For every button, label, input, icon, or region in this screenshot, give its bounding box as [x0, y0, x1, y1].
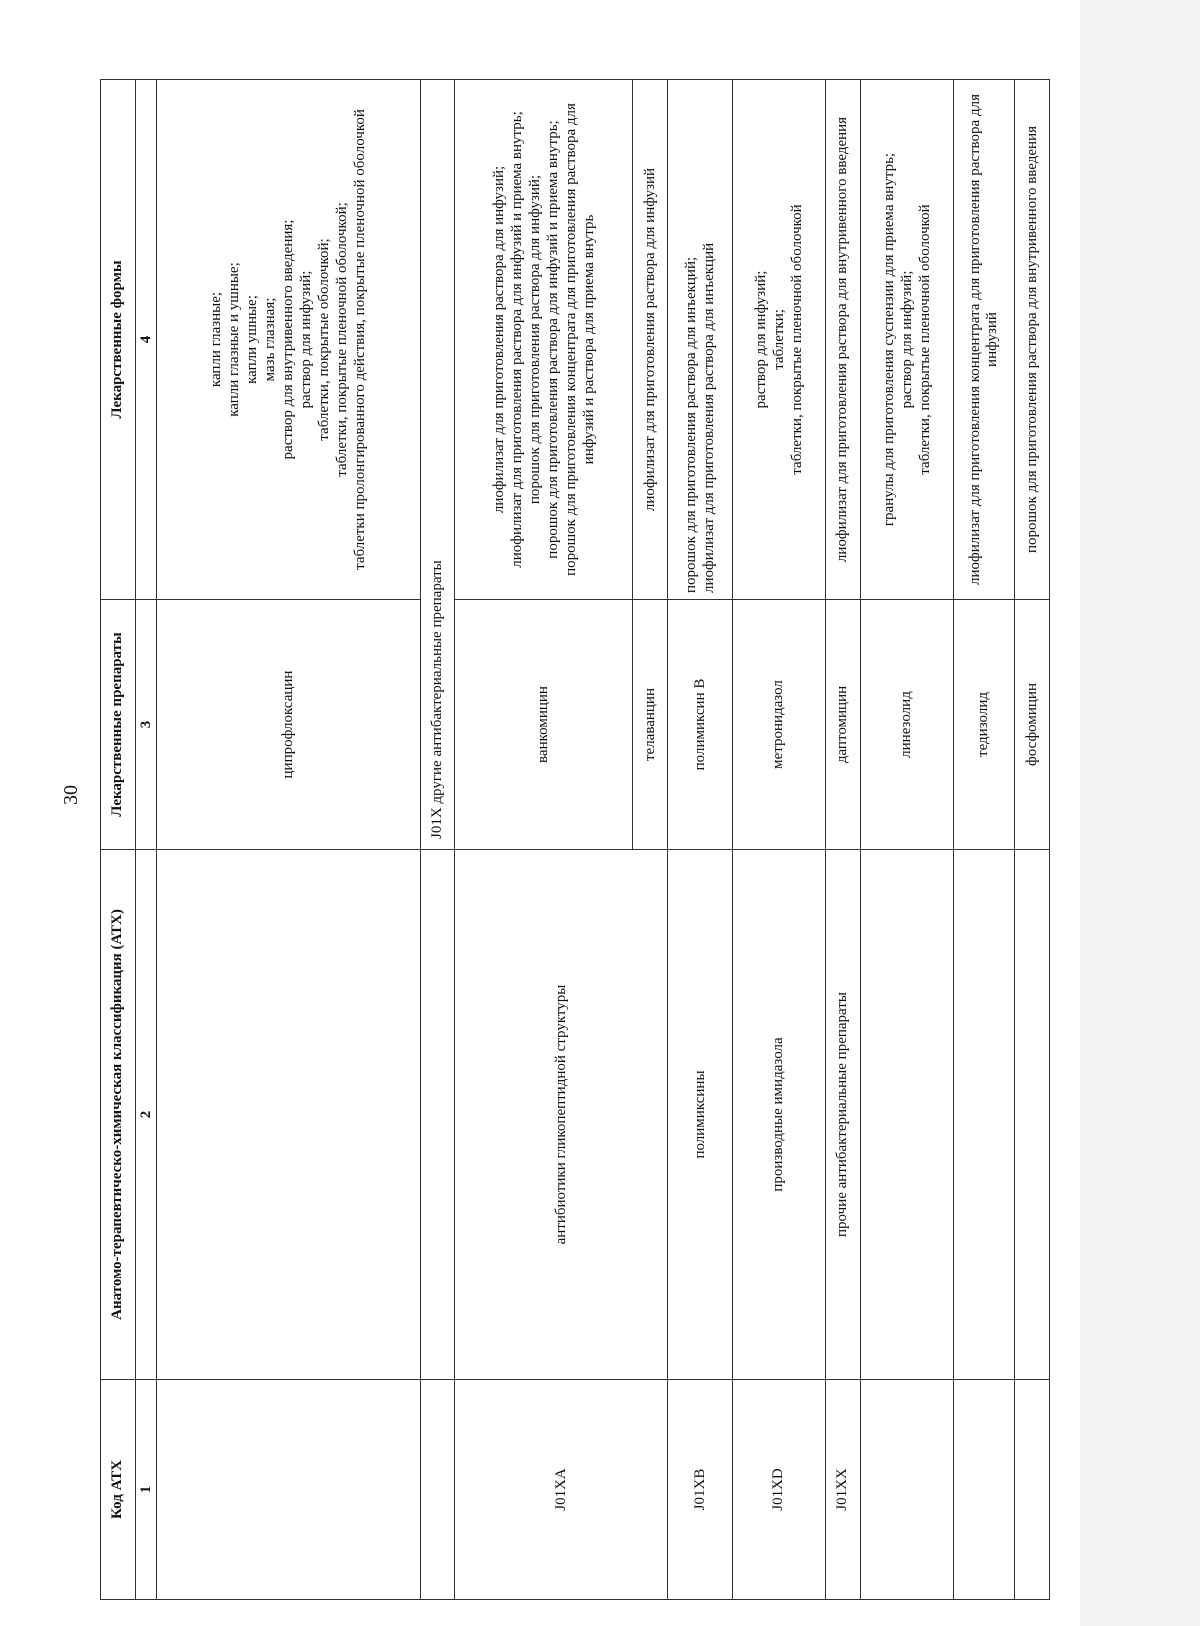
column-number-row: [136, 80, 157, 1600]
table-row: [825, 80, 860, 1600]
code-cell: [1015, 1380, 1050, 1600]
form-line: капли ушные;: [244, 295, 261, 384]
drug-linezolid: линезолид: [860, 600, 953, 850]
form-line: лиофилизат для приготовления раствора для инфузий и приема внутрь;: [508, 111, 525, 568]
form-line: раствор для инфузий;: [298, 270, 315, 409]
forms-polymyxin-b: [668, 80, 733, 600]
atc-cell: [953, 850, 1015, 1380]
atc-cell: [420, 850, 455, 1380]
table-row: [455, 80, 633, 1600]
table-row: [732, 80, 825, 1600]
header-row: [101, 80, 136, 1600]
drug-telavancin: телаванцин: [633, 600, 668, 850]
form-line: лиофилизат для приготовления раствора для инфузий;: [490, 165, 507, 514]
section-row-j01x: [420, 80, 455, 1600]
code-j01xd: J01XD: [732, 1380, 825, 1600]
code-cell: [420, 1380, 455, 1600]
drug-table: [100, 79, 1050, 1600]
code-j01xx: J01XX: [825, 1380, 860, 1600]
header-drugs: Лекарственные препараты: [101, 600, 136, 850]
form-line: порошок для приготовления раствора для инфузий и приема внутрь;: [544, 120, 561, 559]
form-line: таблетки, покрытые пленочной оболочкой;: [334, 202, 351, 477]
header-atc: Анатомо-терапевтическо-химическая классификация (АТХ): [101, 850, 136, 1380]
atc-cell: [1015, 850, 1050, 1380]
drug-metronidazole: метронидазол: [732, 600, 825, 850]
atc-j01xd: производные имидазола: [732, 850, 825, 1380]
code-j01xa: J01XA: [455, 1380, 668, 1600]
form-line: порошок для приготовления концентрата для приготовления раствора для инфузий и раствора для приема внутрь: [562, 103, 597, 576]
form-line: таблетки, покрытые пленочной оболочкой: [916, 204, 933, 475]
atc-j01xa: антибиотики гликопептидной структуры: [455, 850, 668, 1380]
forms-telavancin: лиофилизат для приготовления раствора для инфузий: [633, 80, 668, 600]
forms-metronidazole: [732, 80, 825, 600]
drug-table-frame: [100, 80, 1050, 1600]
form-line: гранулы для приготовления суспензии для приема внутрь;: [880, 152, 897, 527]
column-number: 2: [136, 850, 157, 1380]
header-code: Код АТХ: [101, 1380, 136, 1600]
code-j01xb: J01XB: [668, 1380, 733, 1600]
form-line: раствор для инфузий;: [752, 270, 769, 409]
table-row: [1015, 80, 1050, 1600]
forms-linezolid: [860, 80, 953, 600]
table-row: [668, 80, 733, 1600]
form-line: таблетки;: [770, 309, 787, 370]
form-line: раствор для внутривенного введения;: [280, 219, 297, 460]
table-row: [157, 80, 420, 1600]
section-title: J01X другие антибактериальные препараты: [420, 80, 455, 850]
form-line: таблетки, покрытые пленочной оболочкой: [788, 204, 805, 475]
header-forms: Лекарственные формы: [101, 80, 136, 600]
code-cell: [157, 1380, 420, 1600]
forms-vancomycin: [455, 80, 633, 600]
column-number: 4: [136, 80, 157, 600]
table-row: [953, 80, 1015, 1600]
form-line: лиофилизат для приготовления раствора для инъекций: [701, 242, 718, 593]
form-line: таблетки, покрытые оболочкой;: [316, 238, 333, 441]
code-cell: [860, 1380, 953, 1600]
column-number: 3: [136, 600, 157, 850]
forms-daptomycin: лиофилизат для приготовления раствора для внутривенного введения: [825, 80, 860, 600]
column-number: 1: [136, 1380, 157, 1600]
code-cell: [953, 1380, 1015, 1600]
drug-ciprofloxacin: ципрофлоксацин: [157, 600, 420, 850]
atc-j01xx: прочие антибактериальные препараты: [825, 850, 860, 1380]
atc-cell: [157, 850, 420, 1380]
form-line: мазь глазная;: [262, 297, 279, 382]
form-line: порошок для приготовления раствора для инъекций;: [683, 256, 700, 593]
form-line: раствор для инфузий;: [898, 270, 915, 409]
forms-ciprofloxacin: [157, 80, 420, 600]
form-line: порошок для приготовления раствора для инфузий;: [526, 174, 543, 505]
forms-tedizolid: лиофилизат для приготовления концентрата для приготовления раствора для инфузий: [953, 80, 1015, 600]
forms-fosfomycin: порошок для приготовления раствора для внутривенного введения: [1015, 80, 1050, 600]
atc-j01xb: полимиксины: [668, 850, 733, 1380]
drug-tedizolid: тедизолид: [953, 600, 1015, 850]
form-line: таблетки пролонгированного действия, покрытые пленочной оболочкой: [352, 109, 369, 570]
atc-cell: [860, 850, 953, 1380]
drug-vancomycin: ванкомицин: [455, 600, 633, 850]
form-line: капли глазные;: [208, 291, 225, 388]
drug-polymyxin-b: полимиксин В: [668, 600, 733, 850]
drug-daptomycin: даптомицин: [825, 600, 860, 850]
table-row: [860, 80, 953, 1600]
page-number: 30: [60, 785, 82, 805]
drug-fosfomycin: фосфомицин: [1015, 600, 1050, 850]
form-line: капли глазные и ушные;: [226, 262, 243, 417]
